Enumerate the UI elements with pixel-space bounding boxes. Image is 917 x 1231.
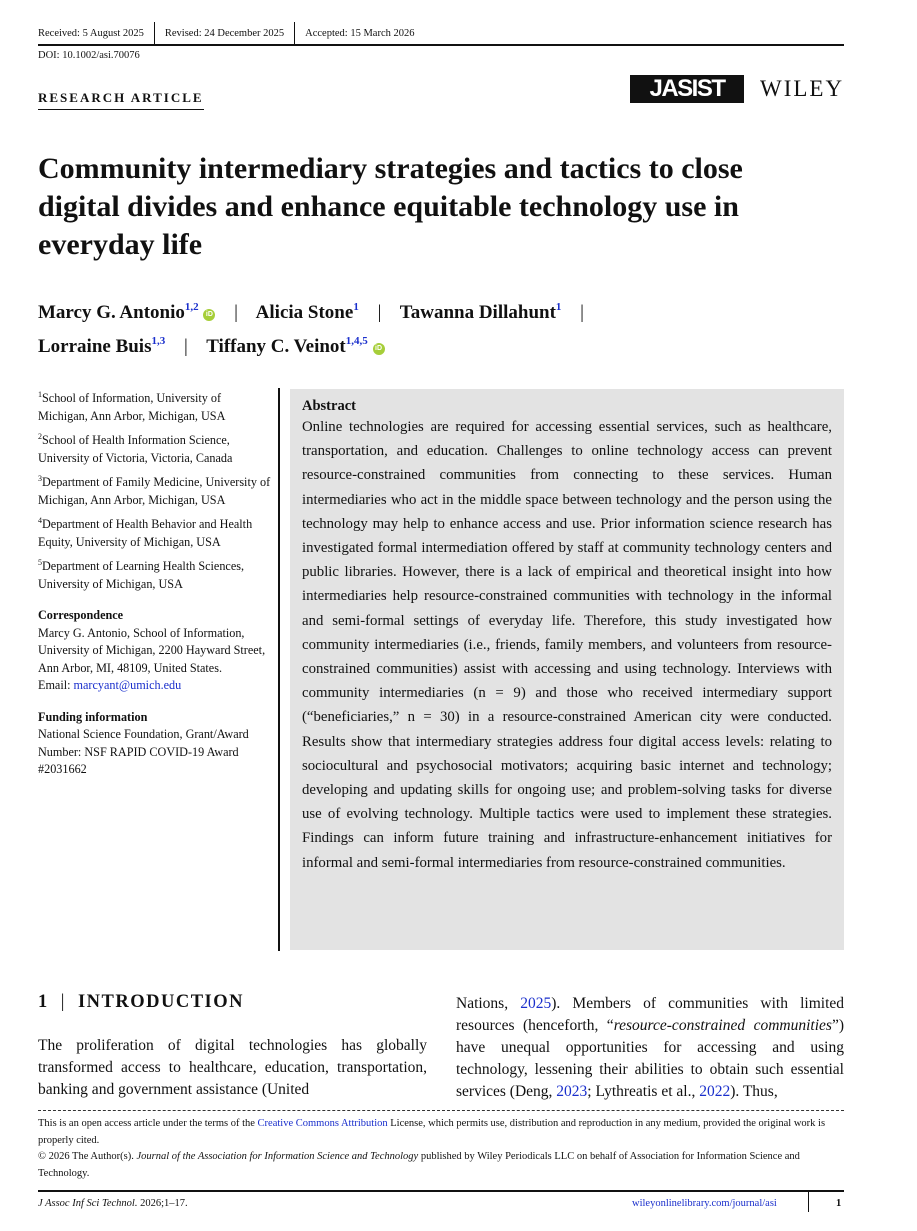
- author-affiliation[interactable]: 1,4,5: [345, 335, 368, 347]
- page-number: 1: [836, 1198, 842, 1209]
- author-name[interactable]: Tawanna Dillahunt: [399, 302, 556, 323]
- section-heading: 1 | INTRODUCTION: [38, 992, 244, 1012]
- author-name[interactable]: Marcy G. Antonio: [38, 302, 185, 323]
- author-affiliation[interactable]: 1: [555, 301, 562, 313]
- section-number: 1: [38, 992, 49, 1012]
- affiliation: $^2$School of Health Information Science, University of Victoria, Victoria, Canada: [38, 432, 233, 465]
- copyright-statement: © 2026 The Author(s). Journal of the Association for Information Science and Technology published by Wiley Periodicals LLC on behalf of Association for Information Science and Technology.: [38, 1151, 800, 1179]
- doi[interactable]: DOI: 10.1002/asi.70076: [38, 50, 140, 61]
- author-line-1: [38, 293, 858, 327]
- license-link[interactable]: Creative Commons Attribution: [257, 1118, 388, 1129]
- header-rule: [38, 44, 844, 46]
- divider: [154, 22, 155, 44]
- author-name[interactable]: Lorraine Buis: [38, 336, 152, 357]
- revised-date: Revised: 24 December 2025: [164, 27, 285, 39]
- accepted-date: Accepted: 15 March 2026: [305, 27, 415, 39]
- article-type: RESEARCH ARTICLE: [38, 90, 204, 110]
- journal-url-link[interactable]: wileyonlinelibrary.com/journal/asi: [632, 1198, 777, 1209]
- author-separator: |: [234, 302, 238, 323]
- license-statement: This is an open access article under the terms of the Creative Commons Attribution License, which permits use, distribution and reproduction in any medium, provided the original work is properly cited.: [38, 1118, 826, 1146]
- section-title: INTRODUCTION: [77, 992, 244, 1012]
- abstract-text: Online technologies are required for accessing essential services, such as healthcare, transportation, and education. Challenges to online technology access can prevent resource-constrained communities from connecting to these services. Human intermediaries who act in the middle space between technology and the person using the technology may help to enhance access and use. Prior information science research has investigated formal intermediation offered by staff at community technology centers and public libraries. However, there is a lack of empirical and theoretical insight into how intermediaries help resource-constrained communities with technology in the informal and semi-formal settings of everyday life. Therefore, this study investigated how community intermediaries (i.e., friends, family members, and volunteers from resource-constrained communities) assist with accessing and using technology. Interviews with community intermediaries (n = 9) and those who received intermediary support (“beneficiaries,” n = 30) in a resource-constrained American city were conducted. Results show that intermediary strategies address four digital access levels: relating to sociocultural and psychosocial motivators; acquiring basic internet and technology; developing and updating skills for ongoing use; and problem-solving tasks for diverse use of evolving technology. Multiple tactics were used to implement these strategies. Findings can inform future training and infrastructure-enhancement initiatives for informal and semi-formal intermediaries from resource-constrained communities.: [302, 419, 832, 871]
- article-title: Community intermediary strategies and tactics to close digital divides and enhance equitable technology use in everyday life: [38, 152, 743, 261]
- abstract-box: [290, 389, 844, 950]
- funding-heading: Funding information: [38, 709, 148, 724]
- author-affiliation[interactable]: 1,2: [184, 301, 199, 313]
- author-separator: |: [377, 302, 382, 323]
- intro-paragraph-right: Nations, 2025). Members of communities with limited resources (henceforth, “resource-constrained communities”) have unequal opportunities for accessing and using technology, lessening their abilities to obtain such essential services (Deng, 2023; Lythreatis et al., 2022). Thus,: [456, 995, 845, 1100]
- author-name[interactable]: Tiffany C. Veinot: [206, 336, 346, 357]
- author-separator: |: [183, 336, 188, 357]
- author-affiliation[interactable]: 1,3: [151, 335, 166, 347]
- citation-link[interactable]: 2025: [520, 995, 552, 1012]
- article-info-column: [38, 386, 273, 779]
- license-footnote: [38, 1116, 844, 1182]
- affiliation: $^4$Department of Health Behavior and Health Equity, University of Michigan, USA: [38, 516, 253, 549]
- footnote-rule: [38, 1110, 844, 1111]
- affiliation: $^3$Department of Family Medicine, University of Michigan, Ann Arbor, Michigan, USA: [38, 474, 271, 507]
- affiliation: $^5$Department of Learning Health Sciences, University of Michigan, USA: [38, 558, 245, 591]
- orcid-icon[interactable]: iD: [203, 309, 215, 321]
- abstract-heading: Abstract: [302, 398, 356, 414]
- divider: [294, 22, 295, 44]
- journal-citation: J Assoc Inf Sci Technol. 2026;1–17.: [38, 1198, 188, 1209]
- intro-paragraph-left: The proliferation of digital technologies has globally transformed access to healthcare, education, transportation, banking and government assistance (United: [38, 1037, 427, 1098]
- funding-text: National Science Foundation, Grant/Award Number: NSF RAPID COVID-19 Award #2031662: [38, 727, 249, 777]
- footer-divider: [808, 1192, 809, 1212]
- history-dates: [38, 22, 843, 44]
- author-separator: |: [580, 302, 584, 323]
- correspondence-heading: Correspondence: [38, 608, 124, 623]
- citation-link[interactable]: 2023: [556, 1083, 588, 1100]
- footer-rule: [38, 1190, 844, 1192]
- affiliation: $^1$School of Information, University of Michigan, Ann Arbor, Michigan, USA: [38, 390, 226, 423]
- author-line-2: [38, 327, 858, 361]
- citation-link[interactable]: 2022: [699, 1083, 731, 1100]
- orcid-icon[interactable]: iD: [373, 343, 385, 355]
- correspondence-text: Marcy G. Antonio, School of Information, University of Michigan, 2200 Hayward Street, Ann Arbor, MI, 48109, United States. Email: marcyant@umich.edu: [38, 625, 266, 693]
- author-name[interactable]: Alicia Stone: [255, 302, 354, 323]
- email-link[interactable]: marcyant@umich.edu: [73, 678, 182, 693]
- received-date: Received: 5 August 2025: [38, 27, 144, 39]
- jasist-logo: JASIST: [630, 75, 744, 103]
- column-divider: [278, 388, 280, 951]
- author-affiliation[interactable]: 1: [353, 301, 359, 313]
- wiley-logo: WILEY: [760, 76, 845, 101]
- author-list: [38, 293, 858, 361]
